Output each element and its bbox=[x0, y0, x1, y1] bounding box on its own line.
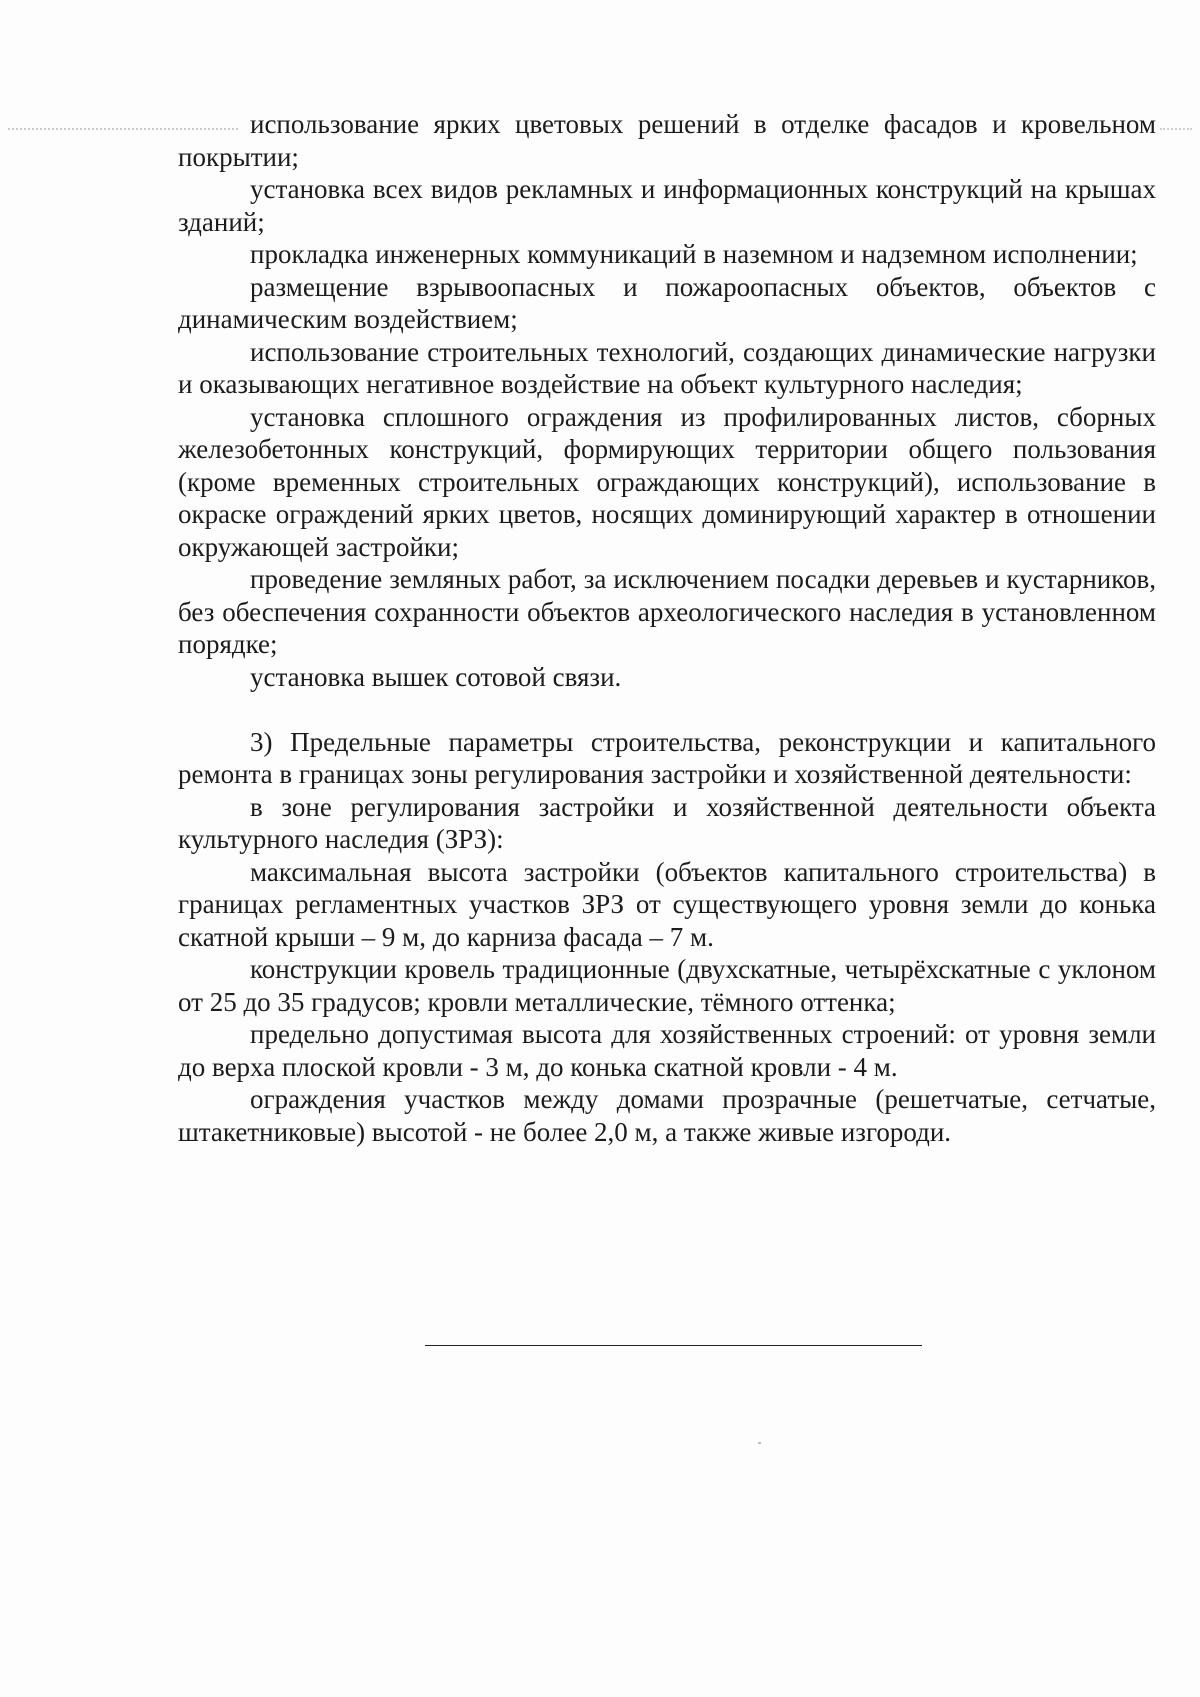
restriction-dynamic-technologies: использование строительных технологий, создающих динамические нагрузки и оказывающих негативное воздействие на объект культурного наследия; bbox=[178, 336, 1156, 399]
scan-speck bbox=[758, 1442, 761, 1444]
restriction-hazardous-objects: размещение взрывоопасных и пожароопасных объектов, объектов с динамическим воздействием; bbox=[178, 271, 1156, 334]
zone-description: в зоне регулирования застройки и хозяйственной деятельности объекта культурного наследия (ЗРЗ): bbox=[178, 791, 1156, 854]
document-body bbox=[178, 108, 1156, 1148]
closing-rule bbox=[425, 1345, 922, 1346]
restriction-solid-fencing: установка сплошного ограждения из профилированных листов, сборных железобетонных конструкций, формирующих территории общего пользования (кроме временных строительных ограждающих конструкций), использование в окраске ограждений ярких цветов, носящих доминирующий характер в отношении окружающей застройки; bbox=[178, 401, 1156, 562]
param-fencing: ограждения участков между домами прозрачные (решетчатые, сетчатые, штакетниковые) высотой - не более 2,0 м, а также живые изгороди. bbox=[178, 1084, 1156, 1147]
restriction-advertising: установка всех видов рекламных и информационных конструкций на крышах зданий; bbox=[178, 174, 1156, 237]
restriction-earthworks: проведение земляных работ, за исключением посадки деревьев и кустарников, без обеспечения сохранности объектов археологического наследия в установленном порядке; bbox=[178, 564, 1156, 659]
scan-artifact bbox=[1160, 128, 1192, 130]
param-outbuilding-height: предельно допустимая высота для хозяйственных строений: от уровня земли до верха плоской кровли - 3 м, до конька скатной кровли - 4 м. bbox=[178, 1019, 1156, 1082]
restriction-cell-towers: установка вышек сотовой связи. bbox=[250, 661, 622, 692]
restriction-utilities: прокладка инженерных коммуникаций в наземном и надземном исполнении; bbox=[250, 239, 1138, 269]
section-3-heading: 3) Предельные параметры строительства, реконструкции и капитального ремонта в границах зоны регулирования застройки и хозяйственной деятельности: bbox=[178, 726, 1156, 789]
restriction-bright-colors: использование ярких цветовых решений в отделке фасадов и кровельном покрытии; bbox=[178, 109, 1156, 172]
param-max-height: максимальная высота застройки (объектов капитального строительства) в границах регламентных участков ЗРЗ от существующего уровня земли до конька скатной крыши – 9 м, до карниза фасада – 7 м. bbox=[178, 856, 1156, 952]
param-roof-structures: конструкции кровель традиционные (двухскатные, четырёхскатные с уклоном от 25 до 35 градусов; кровли металлические, тёмного оттенка; bbox=[178, 954, 1156, 1017]
